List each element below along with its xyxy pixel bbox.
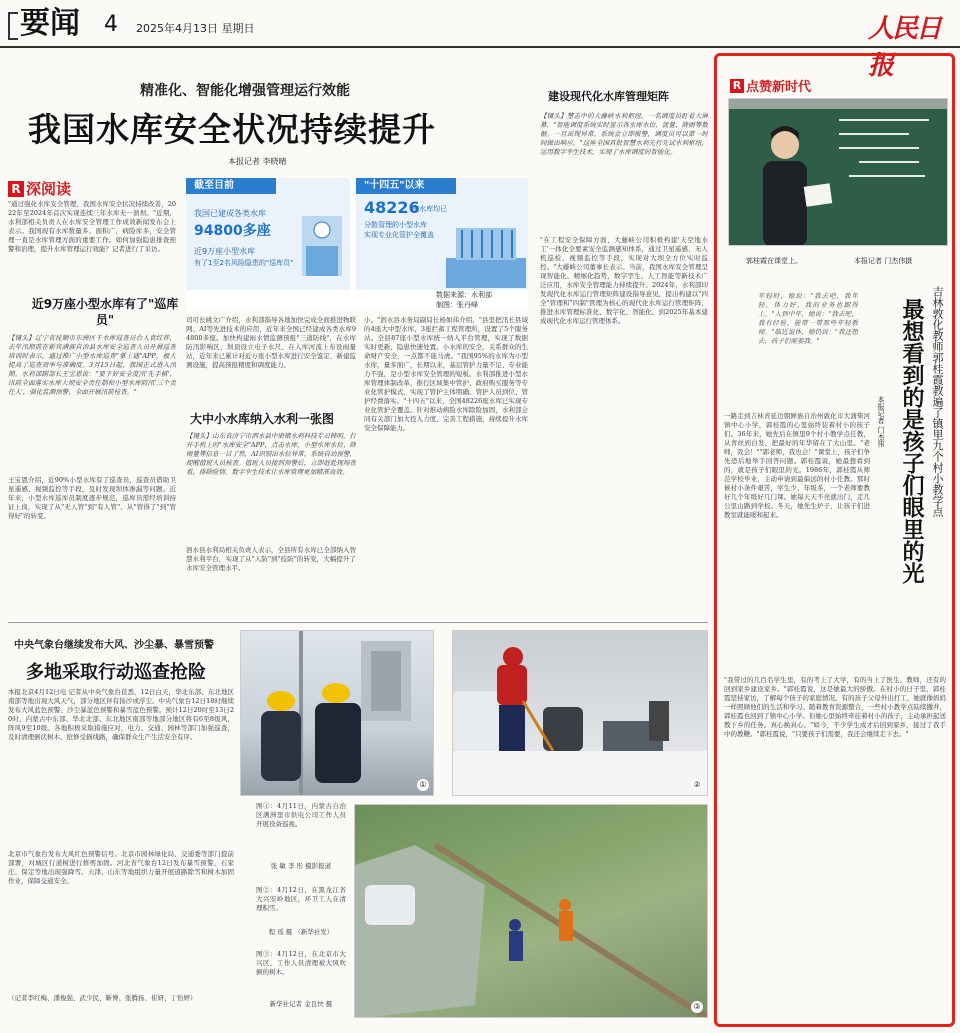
feature-body: 一路走到吉林省延边朝鲜族自治州敦化市大蒲柴河镇中心小学，郭桂霞的心里始终装着村小的孩子们。36年来，她先后在镇里9个村小教学点任教，从青丝到白发，把最好的年华留在了大山里。"老师，我会！""郭老师，我也会！"课堂上，孩子们争先恐后地举手回答问题。郭桂霞说，她最想看到的，就是孩子们眼里的光。1986年，郭桂霞从师范学校毕业，主动申请到最偏远的村小任教。那时候村小条件艰苦，学生少、年级多，一个老师要教好几个年级好几门课。她每天天不亮就出门，走几公里山路到学校。冬天，她先生炉子，让孩子们进教室就能暖和起来。	[724, 412, 870, 519]
mid-col-body2: 【镜头】山东省济宁市泗水县中册镇水利科技专员韩明，打开手机上的"水库安全"APP，点击水库，小型水库水位、降雨量等信息一目了然，AI识别出水位异常，系统自动预警，提醒值班人员核查。值班人员接到预警后，立即赶赴现场查看，排除险情。数字孪生技术让水库管理更加精准高效。	[186, 432, 356, 476]
caption-3: 图③：4月12日，在北京市大兴区，工作人员清理被大风吹倒的树木。	[256, 950, 346, 976]
infobox-14th-line1: 座水库均已	[412, 205, 447, 213]
weather-headline: 多地采取行动巡查抢险	[26, 662, 206, 683]
linemen-illustration	[241, 631, 434, 796]
photo-linemen	[240, 630, 434, 796]
lead-body1: 【镜头】辽宁省抚顺市东洲区千水库巡查员台人袁红祥，去年汛期前在新宾满族自治县水库安全巡查人员开展巡查培训时表示，通过推广小型水库巡查"掌上通"APP，极大提高了巡查效率与准确度。3月15日起，我国正式进入汛期。水利部副部长王宝恩说："要下好安全度汛'先手棋'，汛前全面落实水库大坝安全责任制和小型水库防汛'三个责任人'，强化监测预警，全面开展汛前检查。"	[8, 334, 176, 396]
photo-teacher-caption: 郭桂霞在课堂上。	[746, 257, 802, 265]
infobox-line-3: 有了1至2名风险隐患的"巡库员"	[194, 259, 294, 267]
feature-headline: 最想看到的是孩子们眼里的光	[899, 298, 924, 584]
photo-number-1: ①	[417, 779, 429, 791]
caption-2-credit: 程 瑶 摄 （新华社发）	[268, 928, 334, 936]
weather-body: 本报北京4月12日电 记者从中央气象台获悉，12日白天，华北东部、东北地区南部等地出现大风天气，部分地区伴有扬沙或浮尘。中央气象台12日18时继续发布大风蓝色预警、沙尘暴蓝色预警和暴雪蓝色预警。预计12日20时至13日20时，内蒙古中东部、华北北部、东北地区南部等地部分地区将有6至8级风，阵风9至10级。各地积极采取措施应对，电力、交通、园林等部门加强巡查，及时清理倒伏树木、抢修受损线路，确保群众生产生活安全有序。	[8, 688, 234, 741]
mid-col-body: 司可长姚文广介绍，水利部指导各地加快完成全面推进物联网、AI等先进技术的应用，近年来全国已经建成各类水库94800多座。加快构建雨水情监测预报"三道防线"，在水库防汛影响区，坝顶设立电子水尺、在入库河流上布设雨量站，近年来已累计对近万座小型水库进行安全鉴定，新建监测设施，提高预报精度和调度能力。	[186, 316, 356, 369]
caption-1-credit: 张 敏 李 彤 摄影报道	[270, 862, 332, 870]
col3-body: 小。"泗水县水务局副局长杨如玮介绍，"县里把汛长县域的4座大中型水库、3座拦蓄工程管理所，设置了5个服务站。全县87座小型水库统一纳入平台管理，实现了数据实时更新、隐患快速处置。小水库的安全，关系群众的生命财产安全，一点都不能马虎。"我国95%的水库为小型水库，量多面广，长期以来，基层管护力量不足、专业能力不强，是小型水库安全管理的短板。水利部推进小型水库管理体制改革，推行区域集中管护、政府购买服务等专业化管护模式，实现了管护主体明确、管护人员到位、管护经费落实。"十四五"以来，全国48226座水库已实现专业化管护全覆盖。针对推动病险水库除险加固，水利部会同有关部门加大投入力度，完善工程措施，持续提升水库安全保障能力。	[364, 316, 528, 432]
section-divider	[8, 622, 708, 623]
weather-body2: 北京市气象台发布大风红色预警信号。北京市园林绿化局、交通委等部门提前部署，对城区行道树进行修剪加固。河北省气象台12日发布暴雪预警，石家庄、保定等地出现强降雪。天津、山东等地组织力量开展道路除雪和树木加固作业，保障交通安全。	[8, 850, 234, 885]
caption-1: 图①：4月11日，内蒙古自治区满洲里市供电公司工作人员开展设备巡视。	[256, 802, 346, 828]
teacher-illustration	[729, 99, 948, 246]
lead-byline: 本报记者 李晓晴	[228, 157, 287, 166]
infobox-14th	[356, 178, 528, 290]
weather-kicker: 中央气象台继续发布大风、沙尘暴、暴雪预警	[14, 640, 214, 651]
newspaper-logo: 人民日报	[868, 14, 941, 81]
col4-lead: 【镜头】慧志中的大藤峡水利枢纽，一名调度员盯着大屏幕，"智能调度系统实时显示各水库水位、流量、降雨等数据。一旦出现异常，系统会立即报警，调度员可以第一时间做出响应。"这座全国首批智慧水利先行先试水利枢纽，运用数字孪生技术，实现了水库调度的智能化。	[540, 112, 708, 156]
infobox-line-1: 我国已建成各类水库	[194, 209, 266, 218]
section-bracket	[8, 12, 18, 40]
infobox-source: 数据来源：水利部	[436, 291, 492, 299]
infobox-line-2: 近9万座小型水库	[194, 247, 256, 256]
lead-intro: "通过强化水库安全管理，我国水库安全状况持续改善，2022年至2024年首次实现连续三年水库无一溃坝。"近期，水利部相关负责人在水库安全管理工作成效新闻发布会上表示。我国现有水库数量多、面积广，病险库多，安全管理一直是水库管理方面的重要工作。如何加强隐患排查预警和治理，提升水库管理运行效能？记者进行了采访。	[8, 200, 176, 253]
reservoir-illustration-icon	[298, 206, 346, 286]
infobox-reservoir-count: 94800多座	[194, 223, 271, 239]
photo-number-2: ②	[691, 779, 703, 791]
infobox-current-title: 截至目前	[186, 178, 276, 194]
lead-kicker: 精准化、智能化增强管理运行效能	[140, 83, 350, 99]
infobox-14th-line2: 分散管理的小型水库	[364, 221, 427, 229]
infographic	[186, 178, 528, 310]
photo-number-3: ③	[691, 1001, 703, 1013]
caption-3-credit: 新华社记者 金良快 摄	[269, 1000, 333, 1008]
infobox-14th-line3: 实现专业化管护全覆盖	[364, 231, 434, 239]
feature-body2: "我带过的几百名学生里，有的考上了大学，有的当上了医生、教师，还有的回到家乡建设家乡。"郭桂霞说，这是她最大的骄傲。在村小的日子里，郭桂霞坚持家访，了解每个孩子的家庭情况。有的孩子父母外出打工，她就像妈妈一样照顾他们的生活和学习。随着教育资源整合，一些村小教学点陆续撤并，郭桂霞也回到了镇中心小学。但她心里始终牵挂着村小的孩子，主动承担起送教下乡的任务。真心换真心。"如今，不少学生成才后回到家乡，接过了我手中的教鞭。"郭桂霞说，"只要孩子们需要，我还会继续走下去。"	[724, 676, 946, 738]
photo-teacher-credit: 本报记者 门杰伟摄	[854, 257, 913, 265]
feature-byline: 本报记者 门杰伟	[877, 396, 885, 448]
r-icon-feature: R	[730, 79, 744, 93]
lead-headline: 我国水库安全状况持续提升	[28, 110, 436, 149]
deep-read-label: R 深阅读	[8, 178, 71, 199]
dam-illustration-icon	[446, 218, 526, 288]
photo-teacher	[728, 98, 948, 246]
masthead	[0, 0, 960, 81]
feature-quote: 年轻时，她说："我去吧，我年轻，体力好，我的业务也跟得上。"人到中年，她说："我去吧，我有经验，能带一带那些年轻教师。"临近退休，她仍说："我还想去，孩子们需要我。"	[758, 292, 858, 345]
caption-2: 图②：4月12日，在黑龙江省大兴安岭地区，环卫工人在清理积雪。	[256, 886, 346, 912]
infobox-14th-title: "十四五"以来	[356, 178, 456, 194]
weather-credits: （记者李红梅、潘俊强、武少民、靳博、张腾扬、崔妍、丁怡婷）	[8, 994, 197, 1002]
col4-body: "在工程安全保障方面，大藤峡公司积极构建'天空地水工'一体化全要素安全监测感知体系，通过卫星遥感、无人机巡检、视频监控等手段，实现对大坝全方位实时监控。"大藤峡公司董事长表示。当前，我国水库安全管理呈现智能化、精细化趋势，数字孪生、人工智能等新技术广泛应用，水库安全管理能力持续提升。2024年，水利部印发现代化水库运行管理矩阵建设指导意见，提出构建以"四全"管理和"四制"管理为核心的现代化水库运行管理矩阵，推进水库管理标准化、数字化、智能化，到2025年基本建成现代化水库运行管理体系。	[540, 236, 708, 325]
r-icon: R	[8, 181, 24, 197]
infobox-design: 制图：张丹峰	[436, 301, 478, 309]
issue-date: 2025年4月13日 星期日	[136, 22, 255, 35]
infobox-14th-number: 48226	[364, 198, 420, 217]
col4-subhead: 建设现代化水库管理矩阵	[548, 90, 669, 103]
mid-col-body2b: 泗水县水利局相关负责人表示，全县所有水库已全部纳入智慧水利平台，实现了从"人防"到"技防"的转变，大幅提升了水库安全管理水平。	[186, 546, 356, 572]
section-name: 要闻	[20, 6, 80, 41]
photo-fallen-tree	[354, 804, 708, 1018]
lead-body1b: 王宝恩介绍，近90%小型水库有了巡查员，巡查员借助卫星遥感、视频监控等手段，及时发现坝体渗漏等问题。近年来，小型水库巡库员制度逐步规范，巡库员需经培训持证上岗，实现了从"无人管"到"有人管"、从"管得了"到"管得好"的转变。	[8, 476, 176, 520]
feature-section-label: R 点赞新时代	[730, 76, 811, 95]
fallen-tree-illustration	[355, 805, 708, 1018]
snow-clearing-illustration	[453, 631, 708, 796]
subhead-inspectors: 近9万座小型水库有了"巡库员"	[31, 297, 179, 327]
subhead-one-map: 大中小水库纳入水利一张图	[190, 412, 335, 426]
page-number: 4	[104, 12, 118, 37]
photo-snow-clearing	[452, 630, 708, 796]
infobox-current	[186, 178, 350, 290]
feature-kicker: 吉林敦化教师郭桂霞教遍了镇里九个村小教学点	[931, 286, 944, 517]
